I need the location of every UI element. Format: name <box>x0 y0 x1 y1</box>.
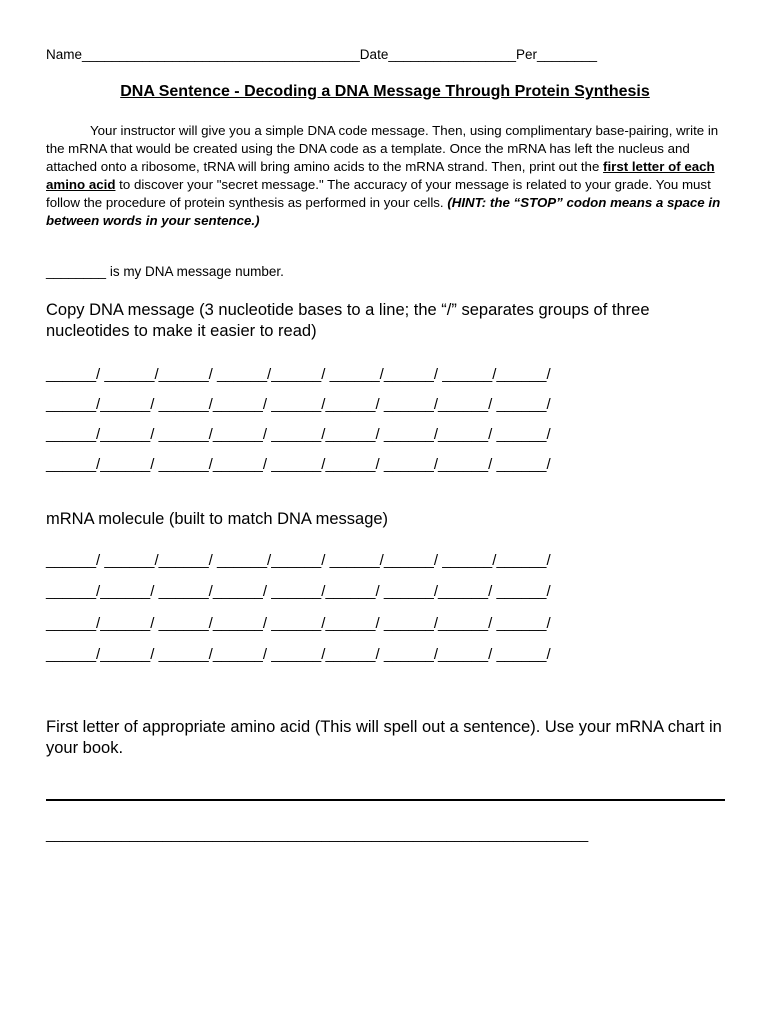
instructions-text-1: Your instructor will give you a simple DNA code message. Then, using complimentary base-pairing, write in the mRNA that would be created using the DNA code as a template. Once the mRNA has left the nucleus and attached onto a ribosome, tRNA will bring amino acids to the mRNA strand. Then, print out the <box>46 123 719 174</box>
instructions-text-2: to discover your "secret message." The accuracy of your message is related to your grade. You must follow the procedure of protein synthesis as performed in your cells. <box>46 177 711 210</box>
instructions-emphasis: first letter of each amino acid <box>46 159 715 192</box>
mrna-blank-row[interactable]: ______/ ______/______/ ______/______/ ______/______/ ______/______/ <box>46 552 551 569</box>
mrna-blank-row[interactable]: ______/______/ ______/______/ ______/______/ ______/______/ ______/ <box>46 615 551 632</box>
answer-line[interactable]: _________________________________________________________________ <box>46 826 589 843</box>
message-number-line[interactable]: ________ is my DNA message number. <box>46 264 284 279</box>
answer-rule[interactable] <box>46 799 725 801</box>
mrna-blank-row[interactable]: ______/______/ ______/______/ ______/______/ ______/______/ ______/ <box>46 583 551 600</box>
instructions-hint: (HINT: the “STOP” codon means a space in between words in your sentence.) <box>46 195 721 228</box>
dna-blank-row[interactable]: ______/______/ ______/______/ ______/______/ ______/______/ ______/ <box>46 456 551 473</box>
instructions-paragraph <box>46 122 726 230</box>
worksheet-title: DNA Sentence - Decoding a DNA Message Through Protein Synthesis <box>120 83 650 100</box>
dna-blank-row[interactable]: ______/______/ ______/______/ ______/______/ ______/______/ ______/ <box>46 396 551 413</box>
dna-section-heading: Copy DNA message (3 nucleotide bases to a line; the “/” separates groups of three nucleotides to make it easier to read) <box>46 301 650 340</box>
dna-blank-row[interactable]: ______/ ______/______/ ______/______/ ______/______/ ______/______/ <box>46 366 551 383</box>
name-date-period-line[interactable]: Name_____________________________________Date_________________Per________ <box>46 47 598 62</box>
mrna-section-heading: mRNA molecule (built to match DNA message) <box>46 510 389 528</box>
mrna-blank-row[interactable]: ______/______/ ______/______/ ______/______/ ______/______/ ______/ <box>46 646 551 663</box>
amino-acid-section-heading: First letter of appropriate amino acid (This will spell out a sentence). Use your mRNA chart in your book. <box>46 718 722 757</box>
dna-blank-row[interactable]: ______/______/ ______/______/ ______/______/ ______/______/ ______/ <box>46 426 551 443</box>
